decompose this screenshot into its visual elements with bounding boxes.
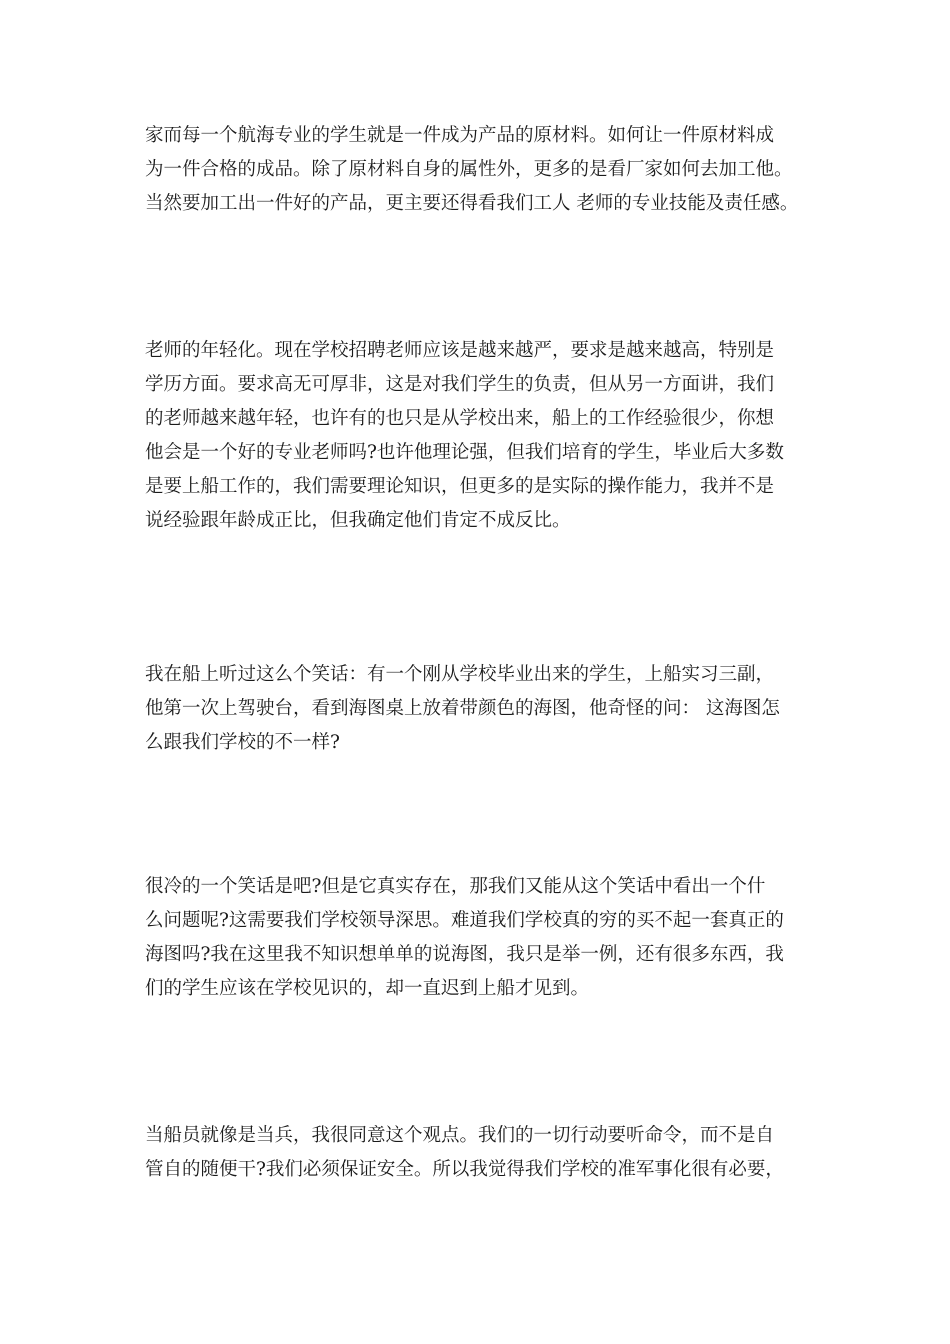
- text-line: 是要上船工作的，我们需要理论知识，但更多的是实际的操作能力，我并不是: [145, 476, 775, 497]
- text-line: 海图吗?我在这里我不知识想单单的说海图，我只是举一例，还有很多东西，我: [145, 944, 784, 965]
- text-line: 老师的年轻化。现在学校招聘老师应该是越来越严，要求是越来越高，特别是: [145, 340, 775, 361]
- text-line: 学历方面。要求高无可厚非，这是对我们学生的负责，但从另一方面讲，我们: [145, 374, 775, 395]
- text-line: 很冷的一个笑话是吧?但是它真实存在，那我们又能从这个笑话中看出一个什: [145, 876, 766, 897]
- text-line: 管自的随便干?我们必须保证安全。所以我觉得我们学校的准军事化很有必要，: [145, 1159, 784, 1180]
- text-line: 的老师越来越年轻，也许有的也只是从学校出来，船上的工作经验很少，你想: [145, 408, 775, 429]
- text-line: 么跟我们学校的不一样?: [145, 732, 340, 753]
- paragraph-reflection: [145, 870, 825, 1006]
- text-line: 当然要加工出一件好的产品，更主要还得看我们工人 老师的专业技能及责任感。: [145, 193, 799, 214]
- text-line: 们的学生应该在学校见识的，却一直迟到上船才见到。: [145, 978, 590, 999]
- paragraph-joke: [145, 658, 825, 760]
- text-line: 当船员就像是当兵，我很同意这个观点。我们的一切行动要听命令，而不是自: [145, 1125, 775, 1146]
- text-line: 家而每一个航海专业的学生就是一件成为产品的原材料。如何让一件原材料成: [145, 125, 775, 146]
- text-line: 我在船上听过这么个笑话：有一个刚从学校毕业出来的学生，上船实习三副，: [145, 664, 775, 685]
- text-line: 为一件合格的成品。除了原材料自身的属性外，更多的是看厂家如何去加工他。: [145, 159, 793, 180]
- text-line: 他第一次上驾驶台，看到海图桌上放着带颜色的海图，他奇怪的问： 这海图怎: [145, 698, 780, 719]
- text-line: 说经验跟年龄成正比，但我确定他们肯定不成反比。: [145, 510, 571, 531]
- text-line: 他会是一个好的专业老师吗?也许他理论强，但我们培育的学生，毕业后大多数: [145, 442, 784, 463]
- paragraph-military: [145, 1119, 825, 1187]
- text-line: 么问题呢?这需要我们学校领导深思。难道我们学校真的穷的买不起一套真正的: [145, 910, 784, 931]
- paragraph-materials: [145, 119, 825, 221]
- paragraph-young-teachers: [145, 334, 825, 538]
